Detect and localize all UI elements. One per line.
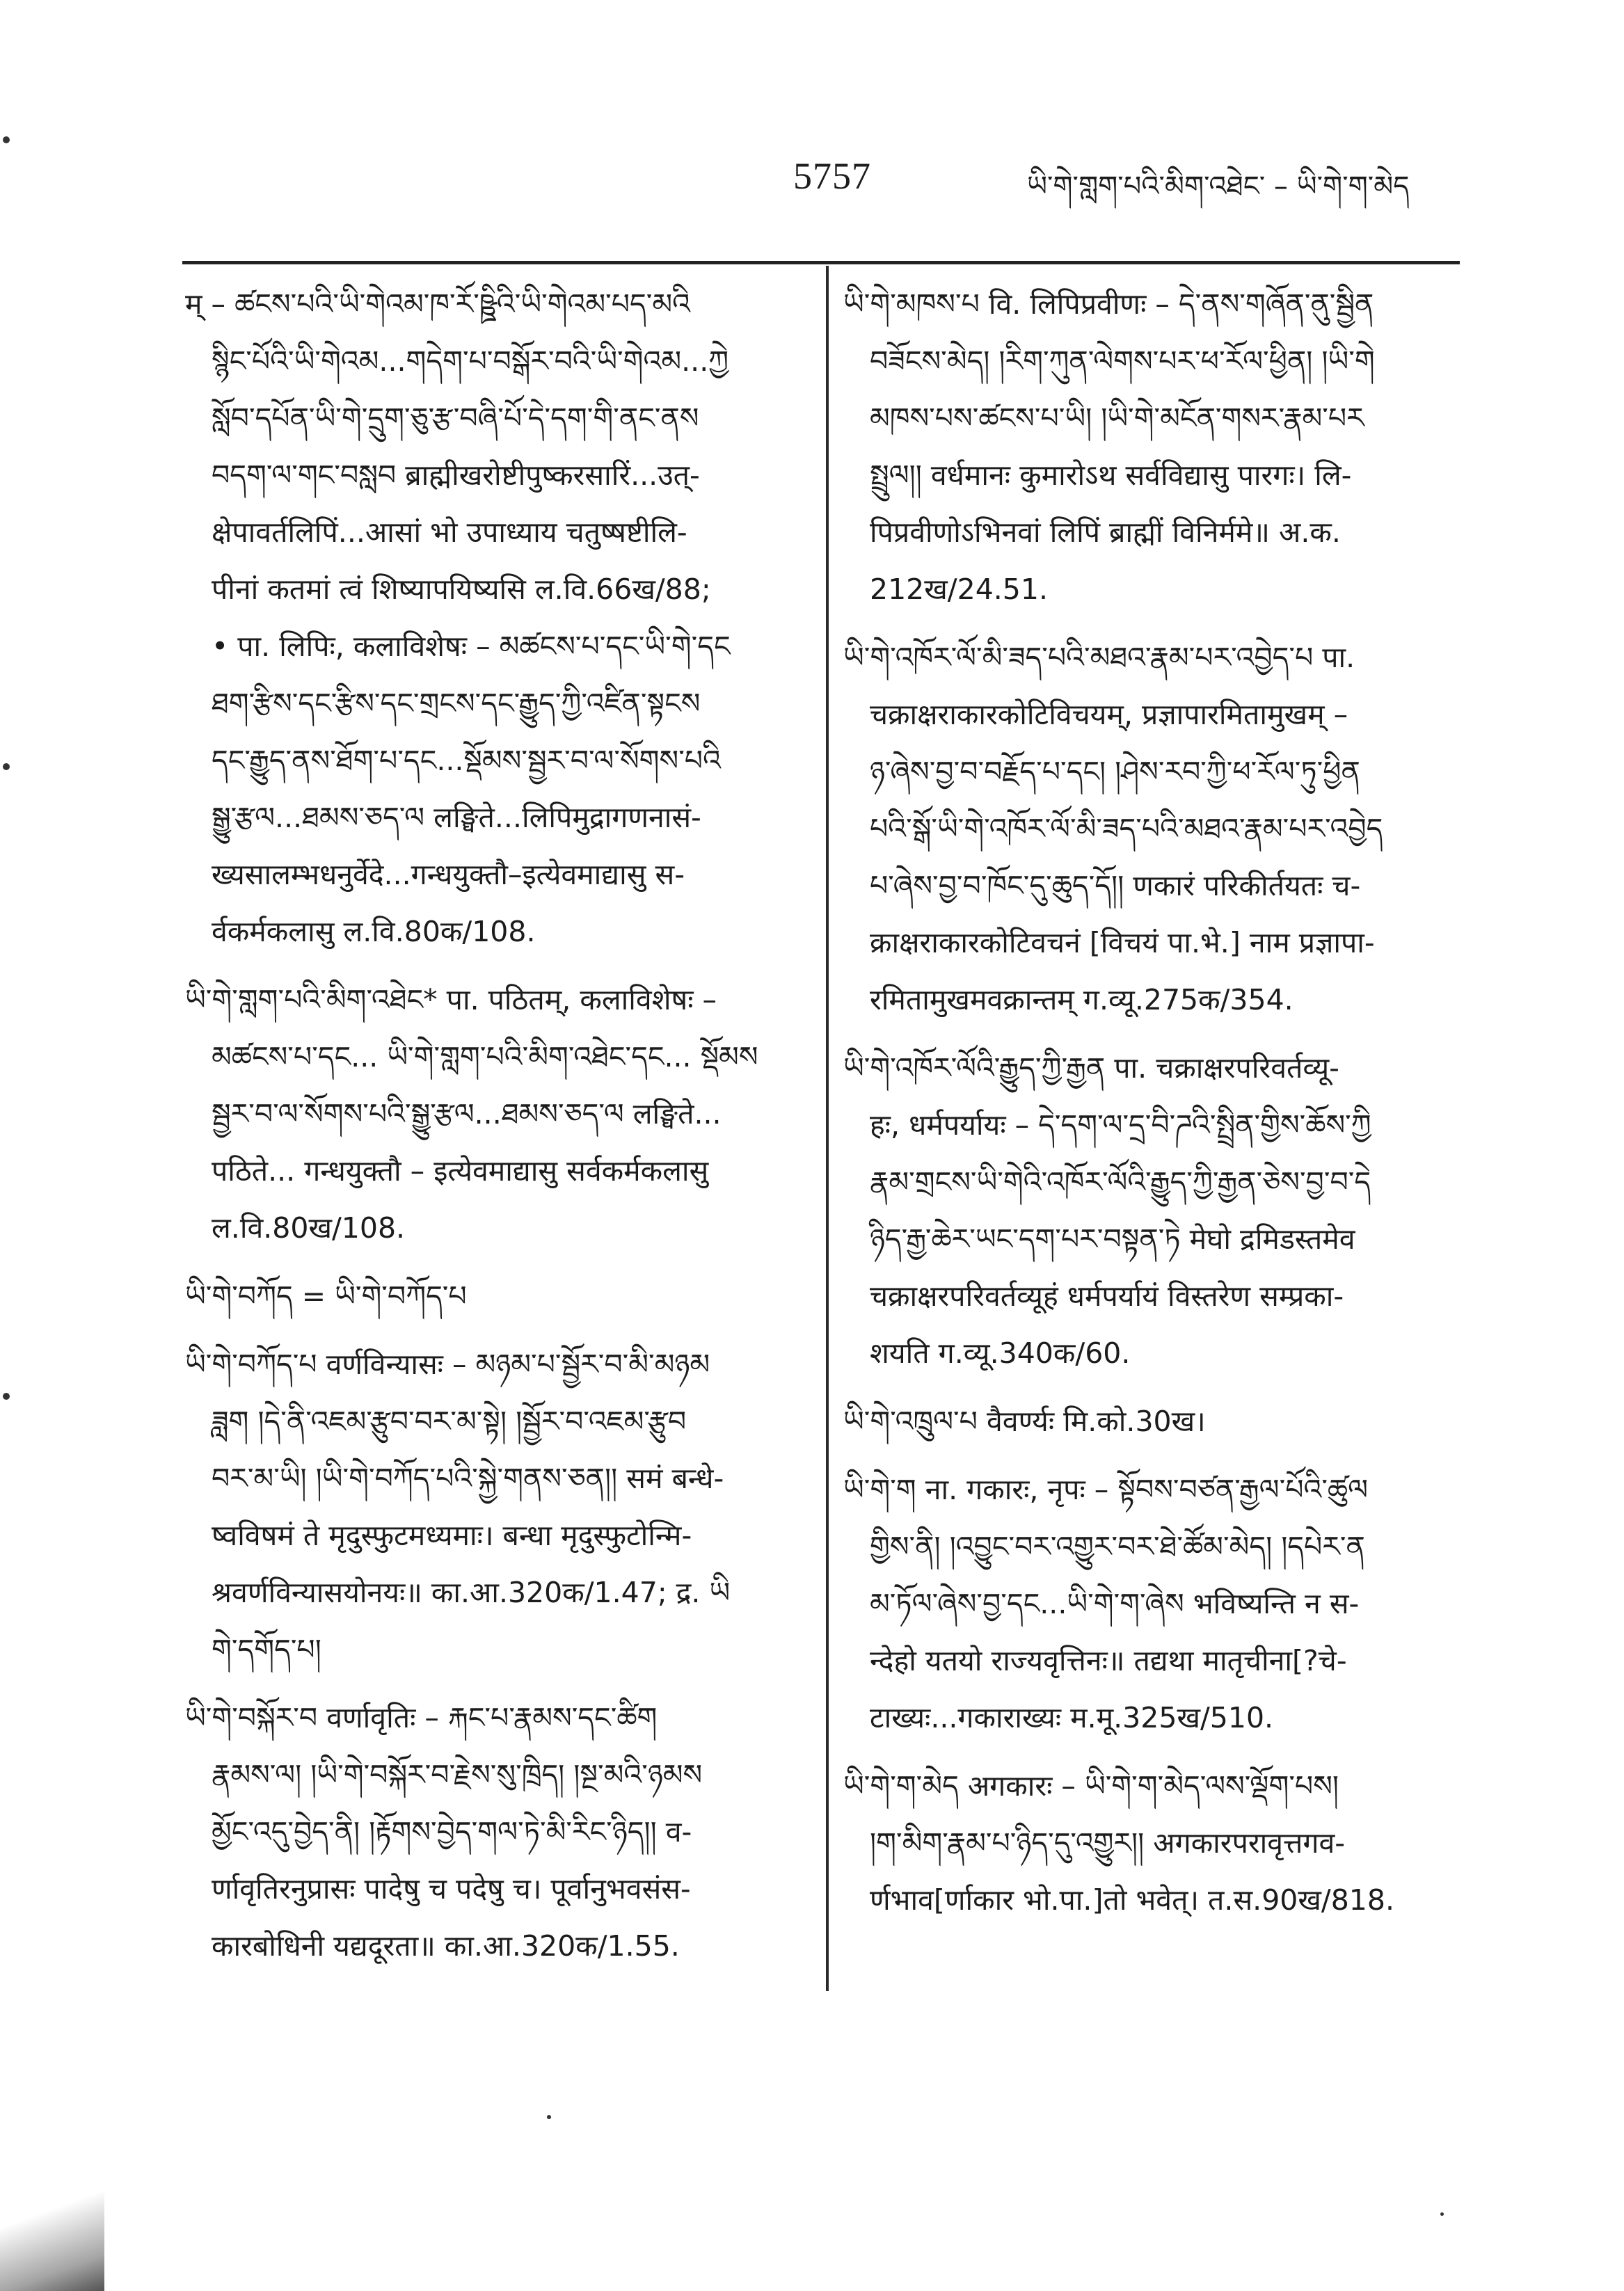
entry-text-line: पिप्रवीणोऽभिनवां लिपिं ब्राह्मीं विनिर्ममे॥ अ.क. xyxy=(870,516,1341,549)
entry-text-line: क्राक्षराकारकोटिवचनं [विचयं पा.भे.] नाम प्रज्ञापा- xyxy=(870,926,1375,959)
dictionary-entry xyxy=(843,1757,1464,1929)
entry-text-line: हः, धर्मपर्यायः – དེ་དག་ལ་དྲ་བི་ཌའི་སྤྲིན་གྱིས་ཆོས་ཀྱི xyxy=(870,1108,1371,1142)
entry-text-line: ཟླག །དེ་ནི་འཇམ་རྩུབ་བར་མ་སྟེ། །སྦྱོར་བ་འཇམ་རྩུབ xyxy=(212,1405,687,1438)
entry-text-line: བདག་ལ་གང་བསླབ ब्राह्मीखरोष्टीपुष्करसारिं...उत्- xyxy=(212,458,700,492)
entry-text-line: པའི་སྒོ་ཡི་གེ་འཁོར་ལོ་མི་ཟད་པའི་མཐའ་རྣམ་པར་འབྱེད xyxy=(870,812,1383,845)
entry-text-line: པ་ཞེས་བྱ་བ་ཁོང་དུ་ཆུད་དོ།། णकारं परिकीर्तयतः च- xyxy=(870,869,1361,902)
entry-headword-line: ཡི་གེ་འཁོར་ལོའི་རྒྱུད་ཀྱི་རྒྱན पा. चक्राक्षरपरिवर्तव्यू- xyxy=(843,1051,1339,1085)
dictionary-entry xyxy=(185,276,800,960)
entry-headword-line: ཡི་གེ་འཁྲུལ་པ वैवर्ण्यः मि.को.30ख। xyxy=(843,1405,1206,1438)
dictionary-entry xyxy=(843,276,1464,618)
entry-text-line: • पा. लिपिः, कलाविशेषः – མཚངས་པ་དང་ཡི་གེ་དང xyxy=(212,630,731,663)
entry-text-line: མ་ཏོལ་ཞེས་བྱ་དང...ཡི་གེ་ག་ཞེས भविष्यन्ति न स- xyxy=(870,1587,1360,1620)
scan-edge-smudge xyxy=(0,2185,104,2291)
entry-text-line: र्णावृतिरनुप्रासः पादेषु च पदेषु च। पूर्वानुभवसंस- xyxy=(212,1872,691,1906)
entry-text-line: བཟོངས་མེད། །རིག་ཀུན་ལེགས་པར་ཕ་རོལ་ཕྱིན། །ཡི་གེ xyxy=(870,344,1375,378)
entry-headword-line: ཡི་གེ་ག་མེད अगकारः – ཡི་གེ་ག་མེད་ལས་ལྡོག་པས། xyxy=(843,1769,1339,1803)
header-rule xyxy=(182,261,1460,264)
entry-text-line: སྙིང་པོའི་ཡི་གེའམ...གདེག་པ་བསྒོར་བའི་ཡི་གེའམ...ཀྱེ xyxy=(212,344,729,378)
dictionary-entry xyxy=(843,1393,1464,1450)
entry-text-line: །ག་མིག་རྣམ་པ་ཉིད་དུ་འགྱུར།། अगकारपरावृत्तगव- xyxy=(870,1826,1346,1860)
entry-text-line: टाख्यः...गकाराख्यः म.मू.325ख/510. xyxy=(870,1701,1274,1734)
dictionary-entry xyxy=(185,1689,800,1974)
entry-headword-line: ཡི་གེ་བཀོད་པ वर्णविन्यासः – མཉམ་པ་སྦྱོར་བ་མི་མཉམ xyxy=(185,1348,710,1381)
entry-headword-line: म् – ཚངས་པའི་ཡི་གེའམ་ཁ་རོ་ཥྛིའི་ཡི་གེའམ་པད་མའི xyxy=(185,287,691,321)
entry-text-line: र्वकर्मकलासु ल.वि.80क/108. xyxy=(212,915,536,948)
scan-mark xyxy=(3,1393,10,1400)
entry-text-line: पीनां कतमां त्वं शिष्यापयिष्यसि ल.वि.66ख/88; xyxy=(212,573,711,606)
entry-text-line: पठिते... गन्धयुक्तौ – इत्येवमाद्यासु सर्वकर्मकलासु xyxy=(212,1154,709,1188)
entry-text-line: མཚངས་པ་དང... ཡི་གེ་གླག་པའི་མིག་འཐེང་དང... སྡོམས xyxy=(212,1040,758,1073)
entry-text-line: དང་རྒྱུད་ནས་ཐོག་པ་དང...སྡོམས་སྦྱར་བ་ལ་སོགས་པའི xyxy=(212,744,721,777)
entry-headword-line: ཡི་གེ་ག ना. गकारः, नृपः – སྟོབས་བཙན་རྒྱལ་པོའི་ཚུལ xyxy=(843,1473,1369,1506)
entry-text-line: चक्राक्षरपरिवर्तव्यूहं धर्मपर्यायं विस्तरेण सम्प्रका- xyxy=(870,1279,1344,1313)
entry-headword-line: ཡི་གེ་མཁས་པ वि. लिपिप्रवीणः – དེ་ནས་གཞོན་ནུ་སྦྱིན xyxy=(843,287,1374,321)
entry-text-line: སློབ་དཔོན་ཡི་གེ་དྲུག་ཅུ་རྩ་བཞི་པོ་དེ་དག་གི་ནང་ནས xyxy=(212,401,699,435)
entry-text-line: ष्वविषमं ते मृदुस्फुटमध्यमाः। बन्धा मृदुस्फुटोन्मि- xyxy=(212,1519,692,1552)
entry-text-line: མཁས་པས་ཚངས་པ་ཡི། །ཡི་གེ་མངོན་གསར་རྣམ་པར xyxy=(870,401,1364,435)
entry-text-line: སྒྱུ་རྩལ...ཐམས་ཅད་ལ लङ्घिते...लिपिमुद्रागणनासं- xyxy=(212,801,701,834)
page-number: 5757 xyxy=(793,155,871,197)
entry-text-line: कारबोधिनी यद्यदूरता॥ का.आ.320क/1.55. xyxy=(212,1929,680,1963)
entry-headword-line: ཡི་གེ་འཁོར་ལོ་མི་ཟད་པའི་མཐའ་རྣམ་པར་འབྱེད་པ पा. xyxy=(843,641,1355,674)
column-divider xyxy=(826,266,829,1991)
dictionary-entry xyxy=(185,1336,800,1678)
running-head: ཡི་གེ་གླག་པའི་མིག་འཐེང་ – ཡི་གེ་ག་མེད xyxy=(1027,170,1410,202)
entry-text-line: ल.वि.80ख/108. xyxy=(212,1211,406,1245)
entry-text-line: ख्यसालम्भधनुर्वेदे...गन्धयुक्तौ–इत्येवमाद्यासु स- xyxy=(212,858,685,891)
entry-text-line: བར་མ་ཡི། །ཡི་གེ་བཀོད་པའི་སྐྱེ་གནས་ཅན།། समं बन्धे- xyxy=(212,1462,724,1495)
entry-text-line: शयति ग.व्यू.340क/60. xyxy=(870,1336,1131,1370)
entry-text-line: श्रवर्णविन्यासयोनयः॥ का.आ.320क/1.47; द्र. ཡི xyxy=(212,1576,731,1609)
entry-text-line: གྱིས་ནི། །འབྱུང་བར་འགྱུར་བར་ཐེ་ཚོམ་མེད། །དཔེར་ན xyxy=(870,1530,1365,1563)
entry-text-line: ཉིད་རྒྱ་ཆེར་ཡང་དག་པར་བསྟན་ཏེ मेघो द्रमिडस्तमेव xyxy=(870,1222,1355,1256)
entry-headword-line: ཡི་གེ་བཀོད = ཡི་གེ་བཀོད་པ xyxy=(185,1279,467,1313)
entry-headword-line: ཡི་གེ་གླག་པའི་མིག་འཐེང* पा. पठितम्, कलाविशेषः – xyxy=(185,983,717,1016)
dictionary-entry xyxy=(185,1268,800,1325)
scan-mark xyxy=(547,2115,551,2119)
scan-mark xyxy=(1440,2212,1444,2216)
entry-text-line: རྣམས་ལ། །ཡི་གེ་བསྐོར་བ་རྗེས་སུ་ཁྲིད། །སྔ་མའི་ཉམས xyxy=(212,1758,703,1791)
entry-text-line: ཐག་རྩིས་དང་རྩིས་དང་གྲངས་དང་རྒྱུད་ཀྱི་འཛིན་སྟངས xyxy=(212,687,701,720)
scan-mark xyxy=(3,136,10,143)
entry-headword-line: ཡི་གེ་བསྐོར་བ वर्णावृतिः – རྐང་པ་རྣམས་དང་ཚིག xyxy=(185,1701,658,1734)
dictionary-entry xyxy=(843,1461,1464,1746)
dictionary-entry xyxy=(185,971,800,1256)
entry-text-line: ཉ་ཞེས་བྱ་བ་བརྗོད་པ་དང། །ཤེས་རབ་ཀྱི་ཕ་རོལ་ཏུ་ཕྱིན xyxy=(870,755,1360,788)
entry-text-line: རྣམ་གྲངས་ཡི་གེའི་འཁོར་ལོའི་རྒྱུད་ཀྱི་རྒྱན་ཅེས་བྱ་བ་དེ xyxy=(870,1165,1371,1199)
scan-mark xyxy=(3,763,10,770)
entry-text-line: སྦྱར་བ་ལ་སོགས་པའི་སྒྱུ་རྩལ...ཐམས་ཅད་ལ लङ्घिते... xyxy=(212,1097,722,1131)
entry-text-line: སྤྲུལ།། वर्धमानः कुमारोऽथ सर्वविद्यासु पारगः। लि- xyxy=(870,458,1352,492)
entry-text-line: མྱོང་འདུ་བྱེད་ནི། །རྟོགས་བྱེད་གལ་ཏེ་མི་རིང་ཉིད།། व- xyxy=(212,1815,692,1849)
dictionary-entry xyxy=(843,1039,1464,1382)
right-column xyxy=(843,276,1464,1940)
dictionary-entry xyxy=(843,629,1464,1028)
left-column xyxy=(185,276,800,1986)
entry-text-line: न्देहो यतयो राज्यवृत्तिनः॥ तद्यथा मातृचीना[?चे- xyxy=(870,1644,1347,1677)
entry-text-line: 212ख/24.51. xyxy=(870,573,1049,606)
entry-text-line: रमितामुखमवक्रान्तम् ग.व्यू.275क/354. xyxy=(870,983,1293,1016)
entry-text-line: चक्राक्षराकारकोटिविचयम्, प्रज्ञापारमितामुखम् – xyxy=(870,698,1348,731)
entry-text-line: གེ་དགོད་པ། xyxy=(212,1633,321,1666)
entry-text-line: क्षेपावर्तलिपिं...आसां भो उपाध्याय चतुष्षष्टीलि- xyxy=(212,516,687,549)
entry-text-line: र्णभाव[र्णाकार भो.पा.]तो भवेत्। त.स.90ख/818. xyxy=(870,1883,1395,1917)
